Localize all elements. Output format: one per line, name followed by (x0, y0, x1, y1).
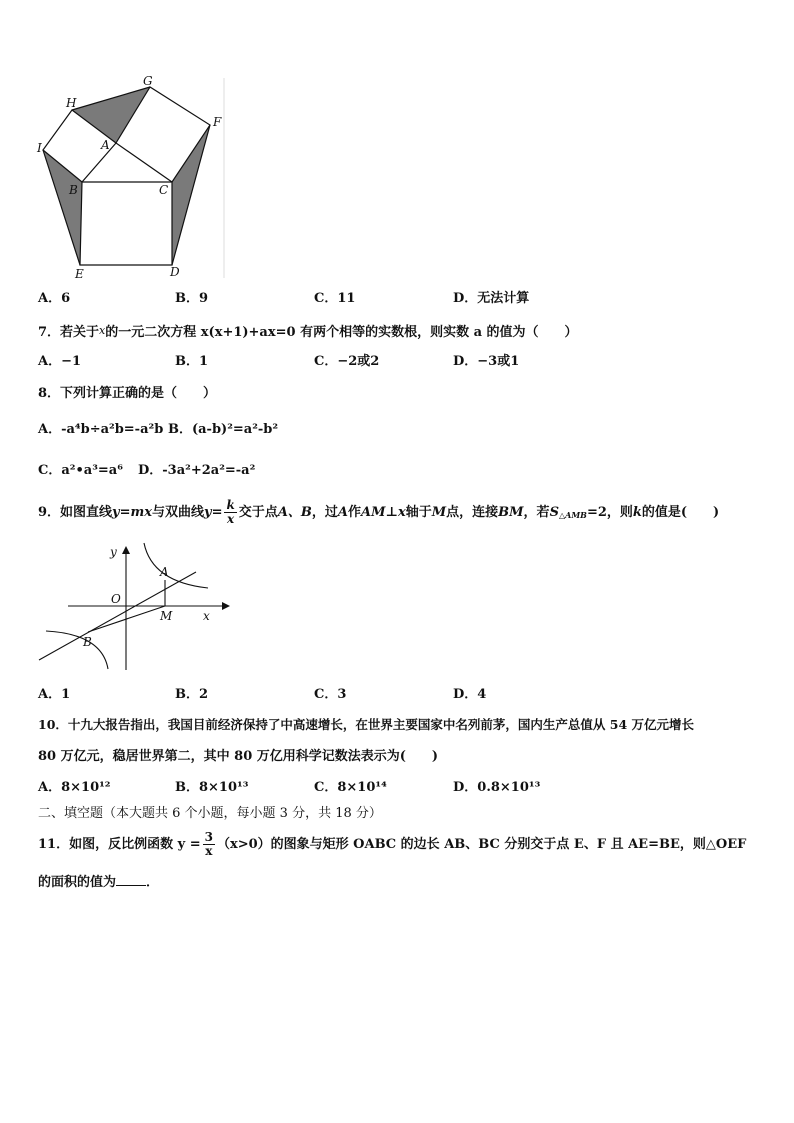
q7-rest: 的一元二次方程 x(x+1)+ax=0 有两个相等的实数根，则实数 a 的值为（ ） (105, 325, 578, 340)
q9-point-a: A (337, 505, 348, 520)
q7-option-c[interactable]: C．−2或2 (314, 354, 380, 369)
q9-k: k (632, 505, 642, 520)
point-label-g: G (143, 74, 153, 88)
q9-text-2: 与双曲线 (152, 505, 205, 520)
graph-label-a: A (160, 565, 169, 579)
point-label-e: E (75, 267, 84, 280)
q11-fraction-denominator: x (205, 844, 213, 858)
y-axis-arrow (122, 546, 130, 554)
q11-end: ． (146, 875, 160, 890)
q9-option-a[interactable]: A．1 (38, 687, 71, 702)
q9-option-b[interactable]: B．2 (175, 687, 209, 702)
q6-option-d[interactable]: D．无法计算 (453, 291, 530, 306)
line-y-mx (39, 572, 196, 660)
q9-hyperbola-y: y= (204, 505, 223, 520)
question-10-line-2: 80 万亿元，稳居世界第二，其中 80 万亿用科学记数法表示为( ) (38, 749, 439, 764)
question-9-graph (36, 538, 236, 674)
q9-point-m: M (431, 505, 447, 520)
point-label-d: D (170, 265, 180, 279)
q11-text-2: （x>0）的图象与矩形 OABC 的边长 AB、BC 分别交于点 E、F 且 AE=BE，则△OEF (216, 837, 747, 852)
question-6-figure (30, 70, 230, 280)
q9-points-ab: A、B (277, 505, 312, 520)
q8-option-b[interactable]: B．(a-b)²=a²-b² (168, 422, 279, 437)
graph-label-o: O (111, 592, 121, 606)
q7-prefix: 7．若关于 (38, 325, 100, 340)
q9-text-8: ，若 (523, 505, 550, 520)
point-label-i: I (37, 141, 42, 155)
question-9-stem (38, 496, 719, 532)
question-11-line-1 (38, 828, 746, 862)
q10-option-a[interactable]: A．8×10¹² (38, 780, 111, 795)
q9-text-6: 轴于 (405, 505, 432, 520)
graph-label-x: x (203, 609, 210, 623)
question-8-stem: 8．下列计算正确的是（ ） (38, 386, 217, 401)
q9-fraction-numerator: k (226, 498, 235, 512)
q9-option-c[interactable]: C．3 (314, 687, 347, 702)
question-11-line-2 (38, 874, 159, 892)
q9-text-10: 的值是( ) (641, 505, 720, 520)
q11-answer-blank[interactable] (116, 885, 146, 886)
q8-option-c[interactable]: C．a²•a³=a⁶ (38, 463, 123, 478)
q7-var: x (99, 324, 106, 337)
q9-text-7: 点，连接 (446, 505, 499, 520)
q9-area-subscript: △AMB (558, 510, 587, 520)
hyperbola-branch-2 (46, 631, 108, 669)
q8-option-d[interactable]: D．-3a²+2a²=-a² (138, 463, 256, 478)
question-10-line-1: 10．十九大报告指出，我国目前经济保持了中高速增长，在世界主要国家中名列前茅，国内生产总值从 54 万亿元增长 (38, 717, 694, 732)
point-label-a: A (101, 138, 110, 152)
q8-option-a[interactable]: A．-a⁴b÷a²b=-a²b (38, 422, 164, 437)
section-2-heading: 二、填空题（本大题共 6 个小题，每小题 3 分，共 18 分） (38, 806, 382, 821)
q7-option-b[interactable]: B．1 (175, 354, 209, 369)
q9-am-perp: AM⊥x (361, 505, 406, 520)
shaded-triangle-hag (72, 87, 150, 143)
q9-text-4: ，过 (311, 505, 338, 520)
graph-label-y: y (110, 545, 117, 559)
q9-option-d[interactable]: D．4 (453, 687, 487, 702)
q6-option-a[interactable]: A．6 (38, 291, 71, 306)
q9-line-eq: y=mx (112, 505, 152, 520)
question-7-stem (38, 322, 578, 342)
point-label-h: H (66, 96, 77, 110)
x-axis-arrow (222, 602, 230, 610)
q7-option-a[interactable]: A．−1 (38, 354, 82, 369)
point-label-b: B (69, 183, 78, 197)
q11-fraction-numerator: 3 (204, 830, 213, 844)
q11-text-1: 11．如图，反比例函数 y = (38, 837, 201, 852)
point-label-c: C (159, 183, 169, 197)
q9-text-3: 交于点 (238, 505, 278, 520)
hyperbola-branch-1 (144, 543, 208, 588)
q9-fraction-denominator: x (227, 512, 235, 526)
q9-area-s: S (549, 505, 559, 520)
q10-option-b[interactable]: B．8×10¹³ (175, 780, 249, 795)
q6-option-c[interactable]: C．11 (314, 291, 356, 306)
q11-fraction (203, 831, 215, 858)
q9-segment-bm: BM (498, 505, 524, 520)
q9-text-9: =2，则 (586, 505, 633, 520)
q10-option-d[interactable]: D．0.8×10¹³ (453, 780, 541, 795)
graph-label-b: B (83, 635, 92, 649)
q10-option-c[interactable]: C．8×10¹⁴ (314, 780, 387, 795)
q9-text-5: 作 (348, 505, 362, 520)
q7-option-d[interactable]: D．−3或1 (453, 354, 520, 369)
q11-text-3: 的面积的值为 (38, 875, 117, 890)
graph-label-m: M (160, 609, 173, 623)
q9-text-1: 9．如图直线 (38, 505, 113, 520)
q6-option-b[interactable]: B．9 (175, 291, 209, 306)
point-label-f: F (213, 115, 222, 129)
q9-fraction (224, 499, 236, 526)
